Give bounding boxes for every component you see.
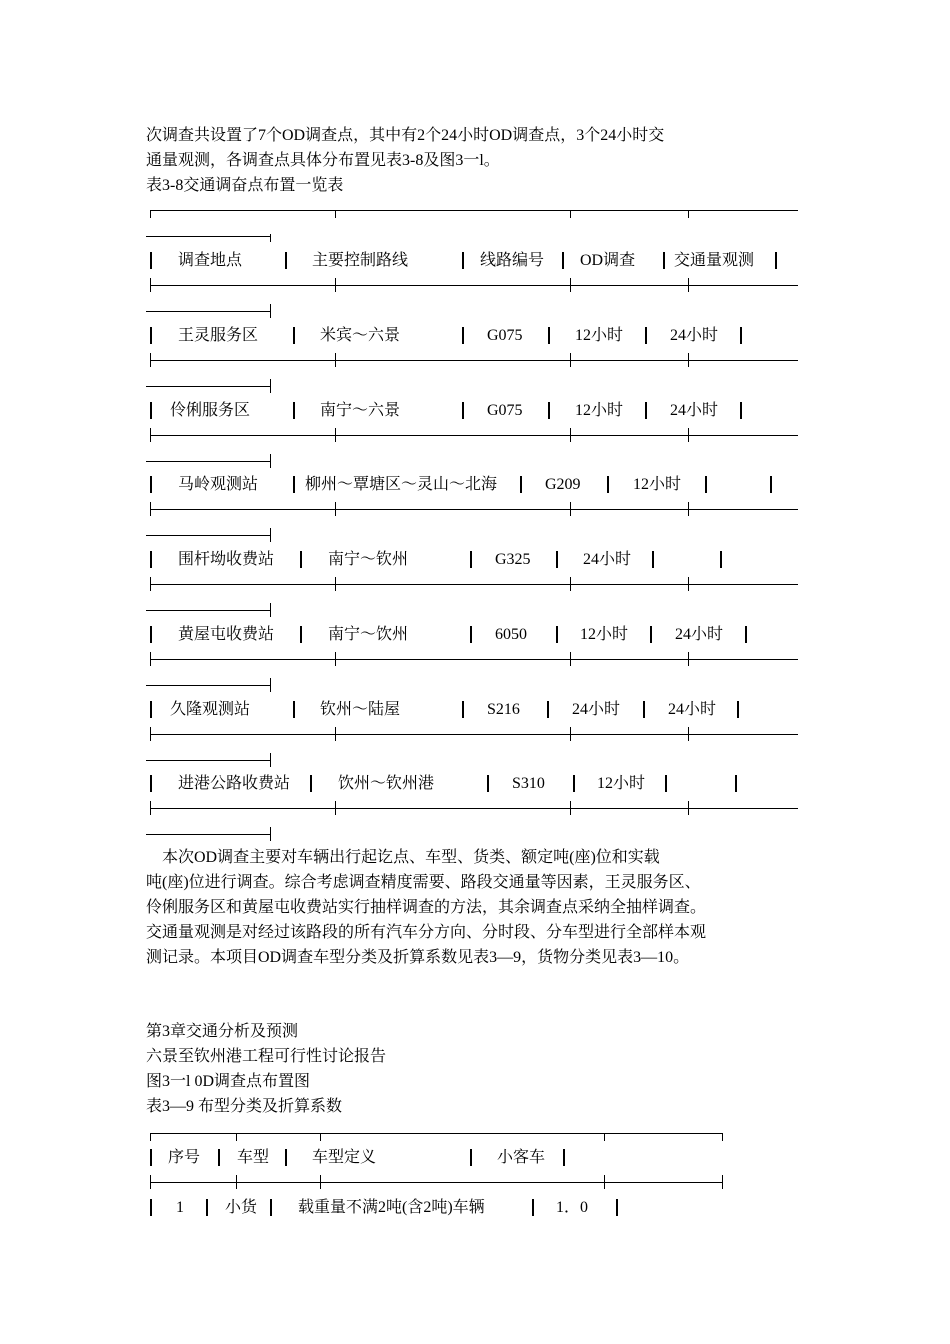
table-3-8-row-tick <box>688 801 689 815</box>
table-3-8-cell: 伶俐服务区 <box>170 402 251 419</box>
table-3-9-row-tick <box>236 1175 237 1189</box>
table-3-8-row-tick <box>150 353 151 367</box>
table-3-8-row-rule-tail <box>146 386 270 387</box>
table-3-8-header-cell: 线路编号 <box>480 252 545 269</box>
table-3-8-cell-border <box>462 701 464 718</box>
table-3-9-cell: 小货 <box>225 1199 258 1216</box>
table-3-9-cell-border <box>616 1199 618 1216</box>
table-3-8-cell-border <box>300 551 302 568</box>
table-3-8-row-rule <box>150 435 798 436</box>
table-3-9-caption: 表3—9 布型分类及折算系数 <box>146 1098 343 1115</box>
table-3-8-row-tail-tick <box>270 454 271 468</box>
table-3-8-row-tick <box>335 502 336 516</box>
table-3-8-cell-border <box>470 626 472 643</box>
table-3-8-row-tick <box>150 727 151 741</box>
table-3-8-cell: 黄屋屯收费站 <box>178 626 275 643</box>
table-3-8-cell: 柳州～覃塘区～灵山～北海 <box>305 476 498 493</box>
table-3-8-cell-border <box>548 327 550 344</box>
table-3-8-cell-border <box>607 476 609 493</box>
table-3-9-cell-border <box>532 1199 534 1216</box>
table-3-8-row-rule <box>150 360 798 361</box>
table-3-8-row-tick <box>335 652 336 666</box>
paragraph-line-2: 吨(座)位进行调查。综合考虑调查精度需要、路段交通量等因素，王灵服务区、 <box>146 874 701 891</box>
table-3-8-row-rule-tail <box>146 311 270 312</box>
table-3-8-cell: 6050 <box>495 626 527 643</box>
table-3-8-cell-border <box>293 402 295 419</box>
table-3-9-top-tick <box>604 1133 605 1141</box>
table-3-8-row-tick <box>570 652 571 666</box>
table-3-8-cell: S216 <box>487 701 520 718</box>
table-3-9-cell: 1．0 <box>556 1199 589 1216</box>
table-3-8-cell: G209 <box>545 476 581 493</box>
table-3-8-row-tick <box>335 353 336 367</box>
table-3-8-cell-border <box>548 402 550 419</box>
table-3-8-row-tick <box>688 353 689 367</box>
table-3-8-row-tick <box>570 577 571 591</box>
table-3-8-row-tick <box>570 502 571 516</box>
table-3-8-cell-border <box>562 252 564 269</box>
table-3-8-cell: 12小时 <box>575 327 624 344</box>
table-3-8-cell-border <box>737 701 739 718</box>
table-3-8-row-rule <box>150 584 798 585</box>
paragraph-line-4: 交通量观测是对经过该路段的所有汽车分方向、分时段、分车型进行全部样本观 <box>146 924 707 941</box>
table-3-8-cell: 12小时 <box>575 402 624 419</box>
table-3-8-cell-border <box>735 775 737 792</box>
table-3-8-cell: G075 <box>487 327 523 344</box>
table-3-8-row-tick <box>688 577 689 591</box>
paragraph-line-1: 本次OD调查主要对车辆出行起讫点、车型、货类、额定吨(座)位和实载 <box>146 849 660 866</box>
paragraph-line-5: 测记录。本项目OD调查车型分类及折算系数见表3—9，货物分类见表3—10。 <box>146 949 690 966</box>
table-3-9-header-cell: 车型 <box>237 1149 270 1166</box>
table-3-8-cell-border <box>645 402 647 419</box>
table-3-8-cell-border <box>643 701 645 718</box>
table-3-8-row-tick <box>570 353 571 367</box>
table-3-8-row-rule-tail <box>146 461 270 462</box>
table-3-8-cell: 12小时 <box>633 476 682 493</box>
table-3-9-row-tick <box>722 1175 723 1189</box>
table-3-8-cell-border <box>462 327 464 344</box>
report-title: 六景至钦州港工程可行性讨论报告 <box>146 1048 387 1065</box>
table-3-8-row-tail-tick <box>270 827 271 841</box>
table-3-8-cell-border <box>310 775 312 792</box>
table-3-9-cell-border <box>563 1149 565 1166</box>
table-3-9-cell-border <box>470 1149 472 1166</box>
table-3-8-cell: 24小时 <box>572 701 621 718</box>
table-3-8-top-tail-tick <box>270 234 271 242</box>
table-3-8-row-rule <box>150 509 798 510</box>
table-3-9-cell-border <box>150 1199 152 1216</box>
table-3-8-row-tail-tick <box>270 379 271 393</box>
intro-line-1: 次调查共设置了7个OD调查点，其中有2个24小时OD调查点，3个24小时交 <box>146 127 665 144</box>
table-3-8-cell-border <box>487 775 489 792</box>
table-3-9-header-cell: 车型定义 <box>312 1149 377 1166</box>
table-3-8-cell: 久隆观测站 <box>170 701 251 718</box>
table-3-8-cell: 马岭观测站 <box>178 476 259 493</box>
table-3-8-cell: 24小时 <box>670 327 719 344</box>
table-3-8-row-rule <box>150 285 798 286</box>
table-3-8-cell: 南宁～六景 <box>320 402 401 419</box>
table-3-8-top-tick <box>150 210 151 218</box>
table-3-8-cell-border <box>520 476 522 493</box>
table-3-8-cell-border <box>293 701 295 718</box>
table-3-9-cell-border <box>218 1149 220 1166</box>
table-3-8-row-tick <box>688 502 689 516</box>
table-3-8-cell: 南宁～钦州 <box>328 551 409 568</box>
table-3-9-row-tick <box>320 1175 321 1189</box>
intro-line-2: 通量观测，各调查点具体分布置见表3-8及图3一l。 <box>146 152 500 169</box>
table-3-8-cell: 24小时 <box>670 402 719 419</box>
table-3-8-cell-border <box>547 701 549 718</box>
table-3-8-cell: 南宁～饮州 <box>328 626 409 643</box>
table-3-8-row-tick <box>150 428 151 442</box>
table-3-8-row-rule <box>150 659 798 660</box>
table-3-8-row-tick <box>150 278 151 292</box>
table-3-9-cell-border <box>206 1199 208 1216</box>
table-3-8-cell: 围杆坳收费站 <box>178 551 275 568</box>
table-3-8-cell-border <box>300 626 302 643</box>
figure-caption: 图3一l 0D调查点布置图 <box>146 1073 311 1090</box>
table-3-9-row-tick <box>150 1175 151 1189</box>
table-3-8-row-tail-tick <box>270 603 271 617</box>
table-3-8-cell: G075 <box>487 402 523 419</box>
table-3-9-row-tick <box>604 1175 605 1189</box>
table-3-8-row-rule <box>150 734 798 735</box>
table-3-8-cell-border <box>720 551 722 568</box>
table-3-8-row-tick <box>150 652 151 666</box>
table-3-8-row-tick <box>150 577 151 591</box>
table-3-8-row-rule-tail <box>146 610 270 611</box>
table-3-8-cell-border <box>293 476 295 493</box>
table-3-9-cell: 载重量不满2吨(含2吨)车辆 <box>298 1199 485 1216</box>
table-3-8-cell: 进港公路收费站 <box>178 775 291 792</box>
table-3-8-cell-border <box>470 551 472 568</box>
table-3-8-row-rule-tail <box>146 760 270 761</box>
table-3-8-header-cell: OD调查 <box>580 252 636 269</box>
table-3-8-cell-border <box>740 402 742 419</box>
table-3-8-cell: 米宾～六景 <box>320 327 401 344</box>
table-3-8-top-rule-tail <box>146 236 270 237</box>
table-3-8-cell-border <box>150 775 152 792</box>
table-3-8-row-tick <box>570 727 571 741</box>
table-3-8-row-tail-tick <box>270 528 271 542</box>
table-3-8-caption: 表3-8交通调奋点布置一览表 <box>146 177 344 194</box>
table-3-8-cell-border <box>150 551 152 568</box>
table-3-8-row-rule <box>150 808 798 809</box>
table-3-8-row-tail-tick <box>270 678 271 692</box>
table-3-8-top-rule <box>150 210 798 211</box>
table-3-8-cell-border <box>645 327 647 344</box>
table-3-8-row-tick <box>570 428 571 442</box>
table-3-8-row-tail-tick <box>270 753 271 767</box>
table-3-8-row-tick <box>335 278 336 292</box>
table-3-8-cell-border <box>652 551 654 568</box>
table-3-8-cell-border <box>770 476 772 493</box>
table-3-8-row-tick <box>335 428 336 442</box>
table-3-9-cell-border <box>150 1149 152 1166</box>
table-3-8-row-tick <box>688 278 689 292</box>
table-3-8-cell: 饮州～钦州港 <box>338 775 435 792</box>
table-3-8-header-cell: 调查地点 <box>178 252 243 269</box>
table-3-8-row-tick <box>335 801 336 815</box>
table-3-8-top-tick <box>335 210 336 218</box>
paragraph-line-3: 伶俐服务区和黄屋屯收费站实行抽样调查的方法，其余调查点采纳全抽样调查。 <box>146 899 707 916</box>
table-3-8-row-tick <box>570 801 571 815</box>
table-3-8-cell-border <box>150 402 152 419</box>
table-3-8-cell-border <box>556 551 558 568</box>
table-3-8-cell: 钦州～陆屋 <box>320 701 401 718</box>
table-3-9-top-tick <box>236 1133 237 1141</box>
table-3-8-row-tick <box>688 727 689 741</box>
table-3-9-header-cell: 序号 <box>168 1149 201 1166</box>
table-3-8-header-cell: 交通量观测 <box>674 252 755 269</box>
chapter-title: 第3章交通分析及预测 <box>146 1023 299 1040</box>
table-3-8-cell-border <box>150 701 152 718</box>
table-3-8-top-tick <box>688 210 689 218</box>
table-3-8-cell: 24小时 <box>675 626 724 643</box>
table-3-9-top-tick <box>320 1133 321 1141</box>
table-3-8-cell: 12小时 <box>597 775 646 792</box>
table-3-8-cell-border <box>573 775 575 792</box>
table-3-9-header-cell: 小客车 <box>497 1149 546 1166</box>
table-3-8-row-tail-tick <box>270 304 271 318</box>
table-3-9-cell-border <box>270 1199 272 1216</box>
table-3-8-cell-border <box>293 327 295 344</box>
table-3-8-row-tick <box>335 577 336 591</box>
table-3-8-cell-border <box>150 626 152 643</box>
table-3-8-cell: 24小时 <box>668 701 717 718</box>
table-3-8-row-rule-tail <box>146 535 270 536</box>
table-3-8-cell: S310 <box>512 775 545 792</box>
table-3-9-cell-border <box>285 1149 287 1166</box>
table-3-8-cell-border <box>740 327 742 344</box>
table-3-9-top-tick <box>150 1133 151 1141</box>
table-3-8-cell-border <box>650 626 652 643</box>
table-3-8-cell-border <box>285 252 287 269</box>
table-3-8-top-tick <box>570 210 571 218</box>
table-3-8-cell-border <box>150 327 152 344</box>
table-3-8-row-tick <box>688 428 689 442</box>
table-3-8-row-rule-tail <box>146 834 270 835</box>
table-3-8-cell: 12小时 <box>580 626 629 643</box>
table-3-8-row-tick <box>570 278 571 292</box>
table-3-8-cell-border <box>150 252 152 269</box>
table-3-8-cell-border <box>705 476 707 493</box>
table-3-8-row-tick <box>150 502 151 516</box>
table-3-9-cell: 1 <box>176 1199 184 1216</box>
table-3-8-row-tick <box>150 801 151 815</box>
table-3-9-top-tick <box>722 1133 723 1141</box>
table-3-8-cell-border <box>665 775 667 792</box>
table-3-8-cell-border <box>462 402 464 419</box>
table-3-8-row-rule-tail <box>146 685 270 686</box>
table-3-8-row-tick <box>688 652 689 666</box>
table-3-8-cell-border <box>775 252 777 269</box>
table-3-8-row-tick <box>335 727 336 741</box>
table-3-8-cell-border <box>663 252 665 269</box>
table-3-8-cell-border <box>745 626 747 643</box>
table-3-8-cell: 24小时 <box>583 551 632 568</box>
table-3-8-cell-border <box>556 626 558 643</box>
table-3-8-cell-border <box>462 252 464 269</box>
table-3-8-header-cell: 主要控制路线 <box>312 252 409 269</box>
table-3-8-cell-border <box>150 476 152 493</box>
table-3-8-cell: G325 <box>495 551 531 568</box>
table-3-8-cell: 王灵服务区 <box>178 327 259 344</box>
